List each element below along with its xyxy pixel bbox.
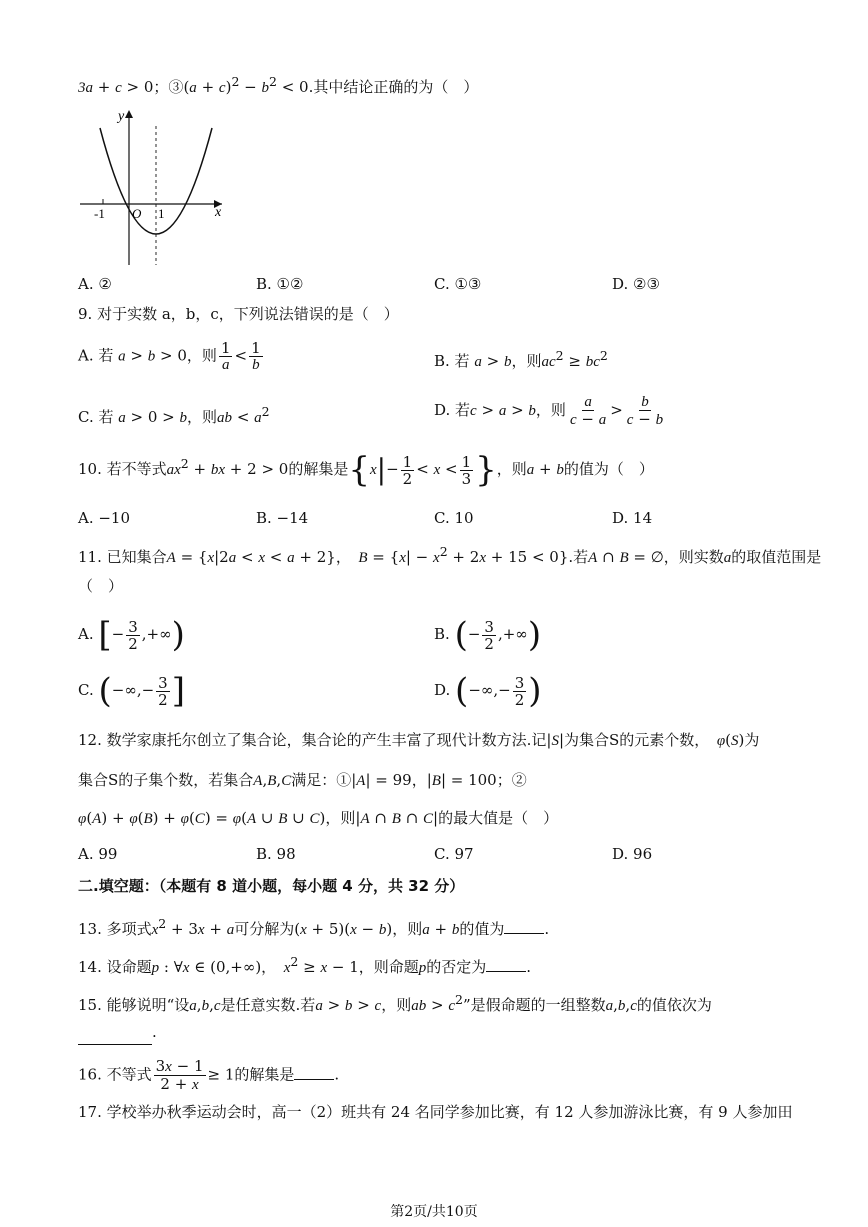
q9-option-a[interactable]: A. 若 a > b > 0，则 $\frac{1}{a}$ < $\frac{1}{b}$ xyxy=(78,339,261,373)
q9-option-b[interactable]: B. 若 a > b，则$ac^2 \ge bc^2$ xyxy=(434,348,608,370)
q10-option-a[interactable]: A. −10 xyxy=(78,509,131,527)
q11-option-b[interactable]: B. (− $\frac{3}{2}$ ,+∞) xyxy=(434,615,542,655)
q10-option-c[interactable]: C. 10 xyxy=(434,509,474,527)
page-number: 第2页/共10页 xyxy=(390,1204,478,1220)
q12-line2: 集合S的子集个数，若集合A,B,C满足：①|A| = 99，|B| = 100；② xyxy=(78,771,527,789)
q10-option-d[interactable]: D. 14 xyxy=(612,509,653,527)
q8-option-b[interactable]: B. ①② xyxy=(256,275,304,293)
q14: 14. 设命题p : ∀x ∈ (0,+∞)， $x^2 \ge x - 1$，则命题p的否定为 . xyxy=(78,954,532,976)
q8-option-c[interactable]: C. ①③ xyxy=(434,275,482,293)
q10-option-b[interactable]: B. −14 xyxy=(256,509,309,527)
q12-option-a[interactable]: A. 99 xyxy=(78,845,118,863)
y-axis-label: y xyxy=(118,109,125,124)
q11-paren: （ ） xyxy=(78,577,124,595)
tick-neg1: -1 xyxy=(94,206,105,221)
q16: 16. 不等式 $\frac{3x - 1}{2 + x}$ ≥ 1的解集是 . xyxy=(78,1057,340,1093)
q8-option-d[interactable]: D. ②③ xyxy=(612,275,660,293)
q14-answer-blank[interactable] xyxy=(486,971,526,972)
tick-1: 1 xyxy=(158,206,165,221)
q12-line1: 12. 数学家康托尔创立了集合论，集合论的产生丰富了现代计数方法.记|S|为集合S的元素个数， φ(S)为 xyxy=(78,731,760,749)
x-axis-label: x xyxy=(215,205,222,220)
q10-stem: 10. 若不等式$ax^2$ + bx + 2 > 0的解集是{x|− $\frac{1}{2}$ < x < $\frac{1}{3}$ }，则a + b的值为（ ） xyxy=(78,450,654,490)
section-heading: 二.填空题：（本题有 8 道小题，每小题 4 分，共 32 分） xyxy=(78,877,465,895)
q12-option-b[interactable]: B. 98 xyxy=(256,845,296,863)
q9-option-c[interactable]: C. 若 a > 0 > b，则ab < $a^2$ xyxy=(78,404,270,426)
q12-line3: φ(A) + φ(B) + φ(C) = φ(A ∪ B ∪ C)，则|A ∩ B ∩ C|的最大值是（ ） xyxy=(78,809,559,827)
q8-parabola-graph xyxy=(72,100,242,270)
q11-stem: 11. 已知集合A = {x|2a < x < a + 2}， $B = \{x| - x^2 + 2x + 15 < 0\}$.若A ∩ B = ∅，则实数a的取值范围是 xyxy=(78,544,822,566)
q8-conditions: 3a + c > 0；③(a + $c)^2 - b^2 < 0$.其中结论正确的为（ ） xyxy=(78,74,479,96)
q13: 13. 多项式$x^2 + 3x + a$可分解为(x + 5)(x − b)，则a + b的值为 . xyxy=(78,916,550,938)
q15-answer-blank[interactable] xyxy=(78,1020,152,1045)
q12-option-d[interactable]: D. 96 xyxy=(612,845,653,863)
q15-blank-line: . xyxy=(78,1020,828,1045)
q11-option-d[interactable]: D. (−∞,− $\frac{3}{2}$ ) xyxy=(434,671,542,711)
q9-option-d[interactable]: D. 若c > a > b，则 $\frac{a}{c - a}$ > $\frac{b}{c - b}$ xyxy=(434,394,664,428)
q13-answer-blank[interactable] xyxy=(504,933,544,934)
q16-answer-blank[interactable] xyxy=(294,1079,334,1080)
q9-stem: 9. 对于实数 a，b，c，下列说法错误的是（ ） xyxy=(78,305,399,323)
q17: 17. 学校举办秋季运动会时，高一（2）班共有 24 名同学参加比赛，有 12 人参加游泳比赛，有 9 人参加田 xyxy=(78,1103,793,1121)
origin-label: O xyxy=(132,206,142,221)
q8-option-a[interactable]: A. ② xyxy=(78,275,112,293)
q12-option-c[interactable]: C. 97 xyxy=(434,845,474,863)
q11-option-a[interactable]: A. [− $\frac{3}{2}$ ,+∞) xyxy=(78,615,185,655)
q11-option-c[interactable]: C. (−∞,− $\frac{3}{2}$ ] xyxy=(78,671,185,711)
q15: 15. 能够说明“设a,b,c是任意实数.若a > b > c，则ab > $c^2$”是假命题的一组整数a,b,c的值依次为 xyxy=(78,992,712,1014)
